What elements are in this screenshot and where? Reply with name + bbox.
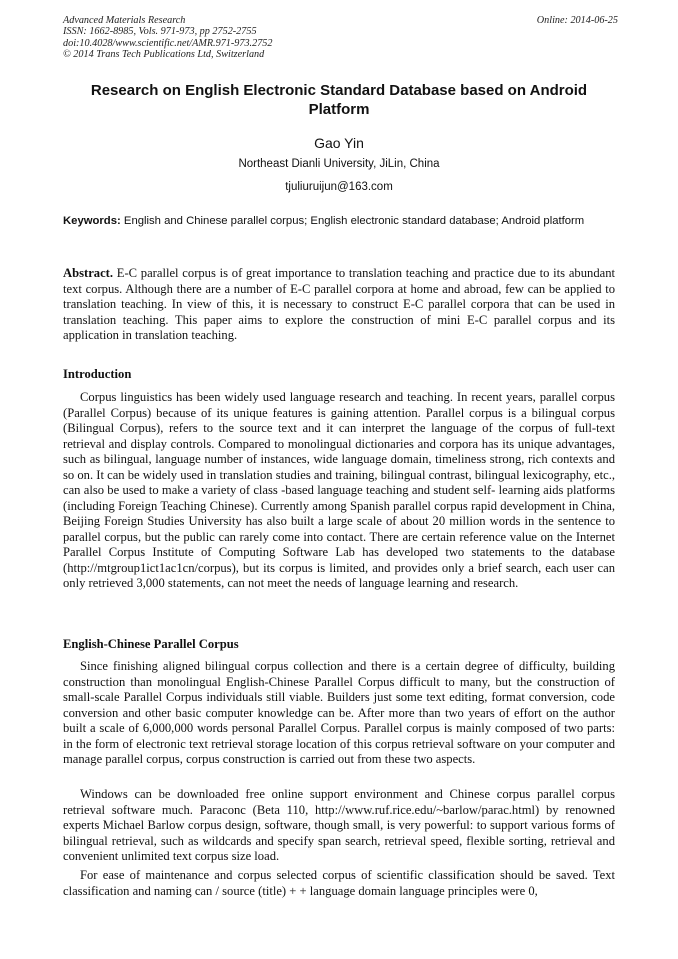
author-email: tjuliuruijun@163.com xyxy=(285,181,393,193)
keywords xyxy=(63,214,615,230)
keywords-label: Keywords: xyxy=(63,215,121,227)
ec-paragraph-3: For ease of maintenance and corpus selected corpus of scientific classification should be saved. Text classification and naming can / source (title) + + language domain language principles were 0, xyxy=(63,868,615,898)
abstract-label: Abstract. xyxy=(63,266,114,280)
paper-title: Research on English Electronic Standard Database based on Android Platform xyxy=(90,82,588,118)
doi-line: doi:10.4028/www.scientific.net/AMR.971-973.2752 xyxy=(63,37,273,49)
author-affiliation: Northeast Dianli University, JiLin, China xyxy=(238,158,440,170)
introduction-paragraph: Corpus linguistics has been widely used language research and teaching. In recent years, parallel corpus (Parallel Corpus) because of its unique features is gaining attention. Parallel corpus is a bilingual corpus (Bilingual Corpus), refers to the source text and it can interpret the language of the corpus of full-text retrieval and display controls. Compared to monolingual dictionaries and corpora has its unique advantages, such as bilingual, language number of instances, wide language domain, timeliness strong, rich contexts and so on. It can be widely used in translation studies and training, bilingual contrast, bilingual lexicography, etc., can also be used to make a variety of class -based language teaching and student self- learning aids platforms (including Foreign Teaching Chinese). Currently among Spanish parallel corpus rapid development in China, Beijing Foreign Studies University has also built a large scale of about 20 million words in the sentence to parallel corpus, but the public can rarely come into contact. There are certain reference value on the Internet Parallel Corpus Institute of Computing Software Lab has developed two statements to the database (http://mtgroup1ict1ac1cn/corpus), but its corpus is limited, and provides only a brief search, each user can only retrieved 3,000 statements, can not meet the needs of language learning and research. xyxy=(63,390,615,590)
journal-header xyxy=(63,15,618,61)
section-heading-ec-parallel-corpus: English-Chinese Parallel Corpus xyxy=(63,637,239,651)
author-name: Gao Yin xyxy=(314,135,364,151)
abstract xyxy=(63,266,615,344)
ec-paragraph-2: Windows can be downloaded free online support environment and Chinese corpus parallel corpus retrieval software much. Paraconc (Beta 110, http://www.ruf.rice.edu/~barlow/parac.html) by renowned experts Michael Barlow corpus design, software, though small, is very powerful: to support various forms of bilingual retrieval, such as wildcards and specify span search, retrieval speed, flexible sorting, retrieval and convenient unlimited text corpus size load. xyxy=(63,787,615,863)
section-heading-introduction: Introduction xyxy=(63,367,132,381)
online-date: Online: 2014-06-25 xyxy=(536,15,618,26)
issn-line: ISSN: 1662-8985, Vols. 971-973, pp 2752-2755 xyxy=(63,26,257,38)
abstract-text: E-C parallel corpus is of great importance to translation teaching and practice due to its abundant text corpus. Although there are a number of E-C parallel corpora at home and abroad, few can be applied to translation teaching. In view of this, it is necessary to construct E-C parallel corpora that can be used in translation teaching. This paper aims to explore the construction of mini E-C parallel corpus and its application in translation teaching. xyxy=(63,266,615,342)
keywords-text: English and Chinese parallel corpus; English electronic standard database; Android platform xyxy=(120,215,585,227)
copyright-line: © 2014 Trans Tech Publications Ltd, Switzerland xyxy=(63,49,265,61)
ec-paragraph-1: Since finishing aligned bilingual corpus collection and there is a certain degree of difficulty, building construction than monolingual English-Chinese Parallel Corpus difficult to many, but the construction of small-scale Parallel Corpus individuals still viable. Builders just some text editing, format conversion, code conversion and other basic computer knowledge can be. After more than two years of effort on the author built a scale of 6,000,000 words personal Parallel Corpus. Parallel corpus is mainly composed of two parts: in the form of electronic text retrieval storage location of this corpus retrieval software on your computer and manage parallel corpus, corpus construction is carried out from these two aspects. xyxy=(63,659,615,766)
journal-name: Advanced Materials Research xyxy=(63,15,186,26)
